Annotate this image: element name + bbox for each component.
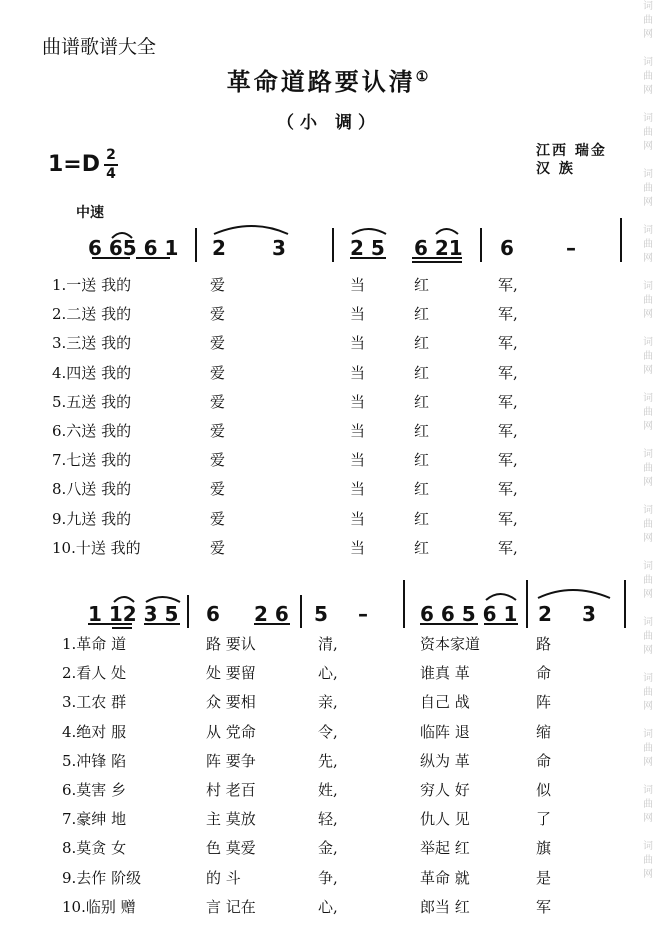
line2-verse-1-cell-1: 1.革命 道: [62, 635, 127, 653]
line2-verse-10-cell-3: 心,: [318, 897, 338, 916]
line1-verse-10-cell-2: 爱: [210, 538, 226, 557]
line2-verse-3-cell-2: 众 要相: [206, 693, 256, 712]
line2-verse-7-cell-3: 轻,: [318, 810, 338, 829]
line2-verse-10-cell-5: 军: [536, 897, 552, 916]
line1-note-group-4: 2 5: [350, 236, 385, 260]
line2-verse-2-cell-4: 谁真 革: [420, 664, 470, 683]
line2-verse-10-cell-2: 言 记在: [206, 897, 256, 916]
site-label: 曲谱歌谱大全: [42, 36, 157, 58]
line1-verse-6-cell-2: 爱: [210, 422, 226, 440]
line2-note-group-8: 3: [582, 602, 596, 626]
line2-verse-5-cell-3: 先,: [318, 751, 338, 770]
line2-verse-1-cell-4: 资本家道: [420, 635, 481, 653]
line1-verse-6-cell-5: 军,: [498, 422, 518, 440]
line2-verse-4-cell-5: 缩: [536, 722, 552, 741]
line1-note-group-6: 6: [500, 236, 514, 260]
line1-verse-2-cell-1: 2.二送 我的: [52, 305, 132, 324]
line2-verse-10-cell-4: 郎当 红: [420, 897, 470, 916]
line2-verse-2-cell-1: 2.看人 处: [62, 664, 127, 683]
line2-verse-7-cell-5: 了: [536, 810, 552, 829]
region-line-2: 汉 族: [536, 161, 575, 177]
line2-note-group-4: 5: [314, 602, 328, 626]
line1-verse-7-cell-4: 红: [414, 451, 430, 470]
line2-verse-6-cell-4: 穷人 好: [420, 781, 470, 799]
line1-verse-5-cell-4: 红: [414, 392, 430, 411]
line1-verse-4-cell-2: 爱: [210, 363, 226, 382]
line1-verse-8-cell-2: 爱: [210, 480, 226, 499]
key-signature: 1=D: [48, 152, 101, 177]
tempo-marking: 中速: [76, 205, 104, 221]
line2-verse-1-cell-2: 路 要认: [206, 635, 256, 653]
line1-verse-7-cell-3: 当: [350, 451, 366, 470]
line1-verse-3-cell-4: 红: [414, 334, 430, 353]
line2-verse-8-cell-4: 举起 红: [420, 839, 470, 858]
line1-verse-1-cell-1: 1.一送 我的: [52, 276, 132, 294]
line2-verse-3-cell-3: 亲,: [318, 693, 338, 712]
region-line-1: 江西 瑞金: [536, 143, 607, 159]
line1-verse-3-cell-2: 爱: [210, 334, 226, 353]
line1-verse-3-cell-5: 军,: [498, 334, 518, 353]
line2-verse-5-cell-5: 命: [536, 751, 552, 770]
line1-verse-5-cell-2: 爱: [210, 392, 226, 411]
line2-verse-2-cell-3: 心,: [318, 664, 338, 683]
line1-verse-10-cell-5: 军,: [498, 538, 518, 557]
line2-verse-9-cell-3: 争,: [318, 868, 338, 887]
line2-verse-3-cell-4: 自己 战: [420, 693, 470, 712]
line2-verse-10-cell-1: 10.临别 赠: [62, 897, 136, 916]
line2-verse-5-cell-2: 阵 要争: [206, 751, 256, 770]
line1-verse-1-cell-5: 军,: [498, 276, 518, 294]
line1-verse-3-cell-3: 当: [350, 334, 366, 353]
line1-verse-4-cell-1: 4.四送 我的: [52, 363, 132, 382]
line2-verse-9-cell-1: 9.去作 阶级: [62, 868, 142, 887]
line2-note-group-2: 6: [206, 602, 220, 626]
line1-verse-1-cell-3: 当: [350, 276, 366, 294]
watermark-column: 词 曲 网 词 曲 网 词 曲 网 词 曲 网 词 曲 网 词 曲 网 词 曲 网 词 曲 网 词 曲 网 词 曲 网 词 曲 网 词 曲 网 词 曲 网 词 曲 网 词 曲 网 词 曲 网: [643, 1, 653, 880]
line1-verse-7-cell-5: 军,: [498, 451, 518, 470]
time-sig-bottom: 4: [106, 166, 116, 182]
line1-verse-9-cell-3: 当: [350, 509, 366, 528]
line1-verse-10-cell-1: 10.十送 我的: [52, 538, 141, 557]
line2-verse-2-cell-5: 命: [536, 664, 552, 683]
line1-verse-2-cell-5: 军,: [498, 305, 518, 324]
line1-note-group-1: 6 65 6 1: [88, 236, 179, 260]
line1-verse-6-cell-1: 6.六送 我的: [52, 422, 132, 440]
line1-verse-4-cell-4: 红: [414, 363, 430, 382]
line2-verse-8-cell-2: 色 莫爱: [206, 839, 256, 858]
line2-verse-3-cell-5: 阵: [536, 693, 552, 712]
line1-verse-9-cell-5: 军,: [498, 509, 518, 528]
line2-verse-7-cell-1: 7.豪绅 地: [62, 810, 127, 829]
line1-verse-9-cell-1: 9.九送 我的: [52, 509, 132, 528]
line2-verse-7-cell-2: 主 莫放: [206, 810, 256, 829]
line2-verse-8-cell-1: 8.莫贪 女: [62, 839, 127, 858]
line1-verse-5-cell-5: 军,: [498, 392, 518, 411]
line1-verse-7-cell-1: 7.七送 我的: [52, 451, 132, 470]
line1-verse-8-cell-3: 当: [350, 480, 366, 499]
line1-verse-6-cell-3: 当: [350, 422, 366, 440]
line2-verse-4-cell-3: 令,: [318, 722, 338, 741]
line2-verse-6-cell-1: 6.莫害 乡: [62, 781, 127, 799]
line2-verse-8-cell-3: 金,: [318, 839, 338, 858]
line1-verse-8-cell-5: 军,: [498, 480, 518, 499]
line2-note-group-5: –: [358, 602, 368, 626]
line1-verse-10-cell-4: 红: [414, 538, 430, 557]
line2-verse-7-cell-4: 仇人 见: [420, 810, 470, 829]
song-subtitle: （小 调）: [277, 113, 381, 133]
line2-verse-9-cell-5: 是: [536, 868, 552, 887]
line2-note-group-3: 2 6: [254, 602, 289, 626]
line1-verse-5-cell-3: 当: [350, 392, 366, 411]
line2-verse-6-cell-3: 姓,: [318, 781, 338, 799]
line1-verse-2-cell-3: 当: [350, 305, 366, 324]
line2-verse-3-cell-1: 3.工农 群: [62, 693, 127, 712]
line2-verse-4-cell-2: 从 党命: [206, 722, 256, 741]
line1-verse-8-cell-1: 8.八送 我的: [52, 480, 132, 499]
line2-verse-5-cell-1: 5.冲锋 陷: [62, 751, 127, 770]
line1-verse-9-cell-2: 爱: [210, 509, 226, 528]
title-text: 革命道路要认清: [226, 67, 416, 96]
line1-verse-2-cell-2: 爱: [210, 305, 226, 324]
line1-note-group-7: –: [566, 236, 576, 260]
line2-verse-6-cell-5: 似: [536, 781, 552, 799]
line2-note-group-6: 6 6 5 6 1: [420, 602, 518, 626]
line1-verse-5-cell-1: 5.五送 我的: [52, 392, 132, 411]
line1-note-group-3: 3: [272, 236, 286, 260]
line2-note-group-1: 1 12 3 5: [88, 602, 179, 626]
time-sig-top: 2: [106, 147, 116, 163]
line1-verse-8-cell-4: 红: [414, 480, 430, 499]
line2-verse-5-cell-4: 纵为 革: [420, 751, 470, 770]
line1-note-group-2: 2: [212, 236, 226, 260]
line1-verse-1-cell-2: 爱: [210, 276, 226, 294]
line1-verse-6-cell-4: 红: [414, 422, 430, 440]
title-footnote-mark: ①: [415, 69, 432, 85]
line2-verse-6-cell-2: 村 老百: [206, 781, 256, 799]
line1-verse-4-cell-3: 当: [350, 363, 366, 382]
line1-verse-9-cell-4: 红: [414, 509, 430, 528]
line2-verse-1-cell-3: 清,: [318, 635, 338, 653]
line1-note-group-5: 6 21: [414, 236, 463, 260]
line2-verse-8-cell-5: 旗: [536, 839, 552, 858]
line1-verse-2-cell-4: 红: [414, 305, 430, 324]
line1-verse-4-cell-5: 军,: [498, 363, 518, 382]
line2-verse-9-cell-4: 革命 就: [420, 868, 470, 887]
line1-verse-3-cell-1: 3.三送 我的: [52, 334, 132, 353]
line2-note-group-7: 2: [538, 602, 552, 626]
line2-verse-2-cell-2: 处 要留: [206, 664, 256, 683]
line1-verse-1-cell-4: 红: [414, 276, 430, 294]
line2-verse-4-cell-1: 4.绝对 服: [62, 722, 127, 741]
line2-verse-1-cell-5: 路: [536, 635, 552, 653]
line2-verse-4-cell-4: 临阵 退: [420, 722, 470, 741]
line1-verse-10-cell-3: 当: [350, 538, 366, 557]
line2-verse-9-cell-2: 的 斗: [206, 868, 241, 887]
line1-verse-7-cell-2: 爱: [210, 451, 226, 470]
